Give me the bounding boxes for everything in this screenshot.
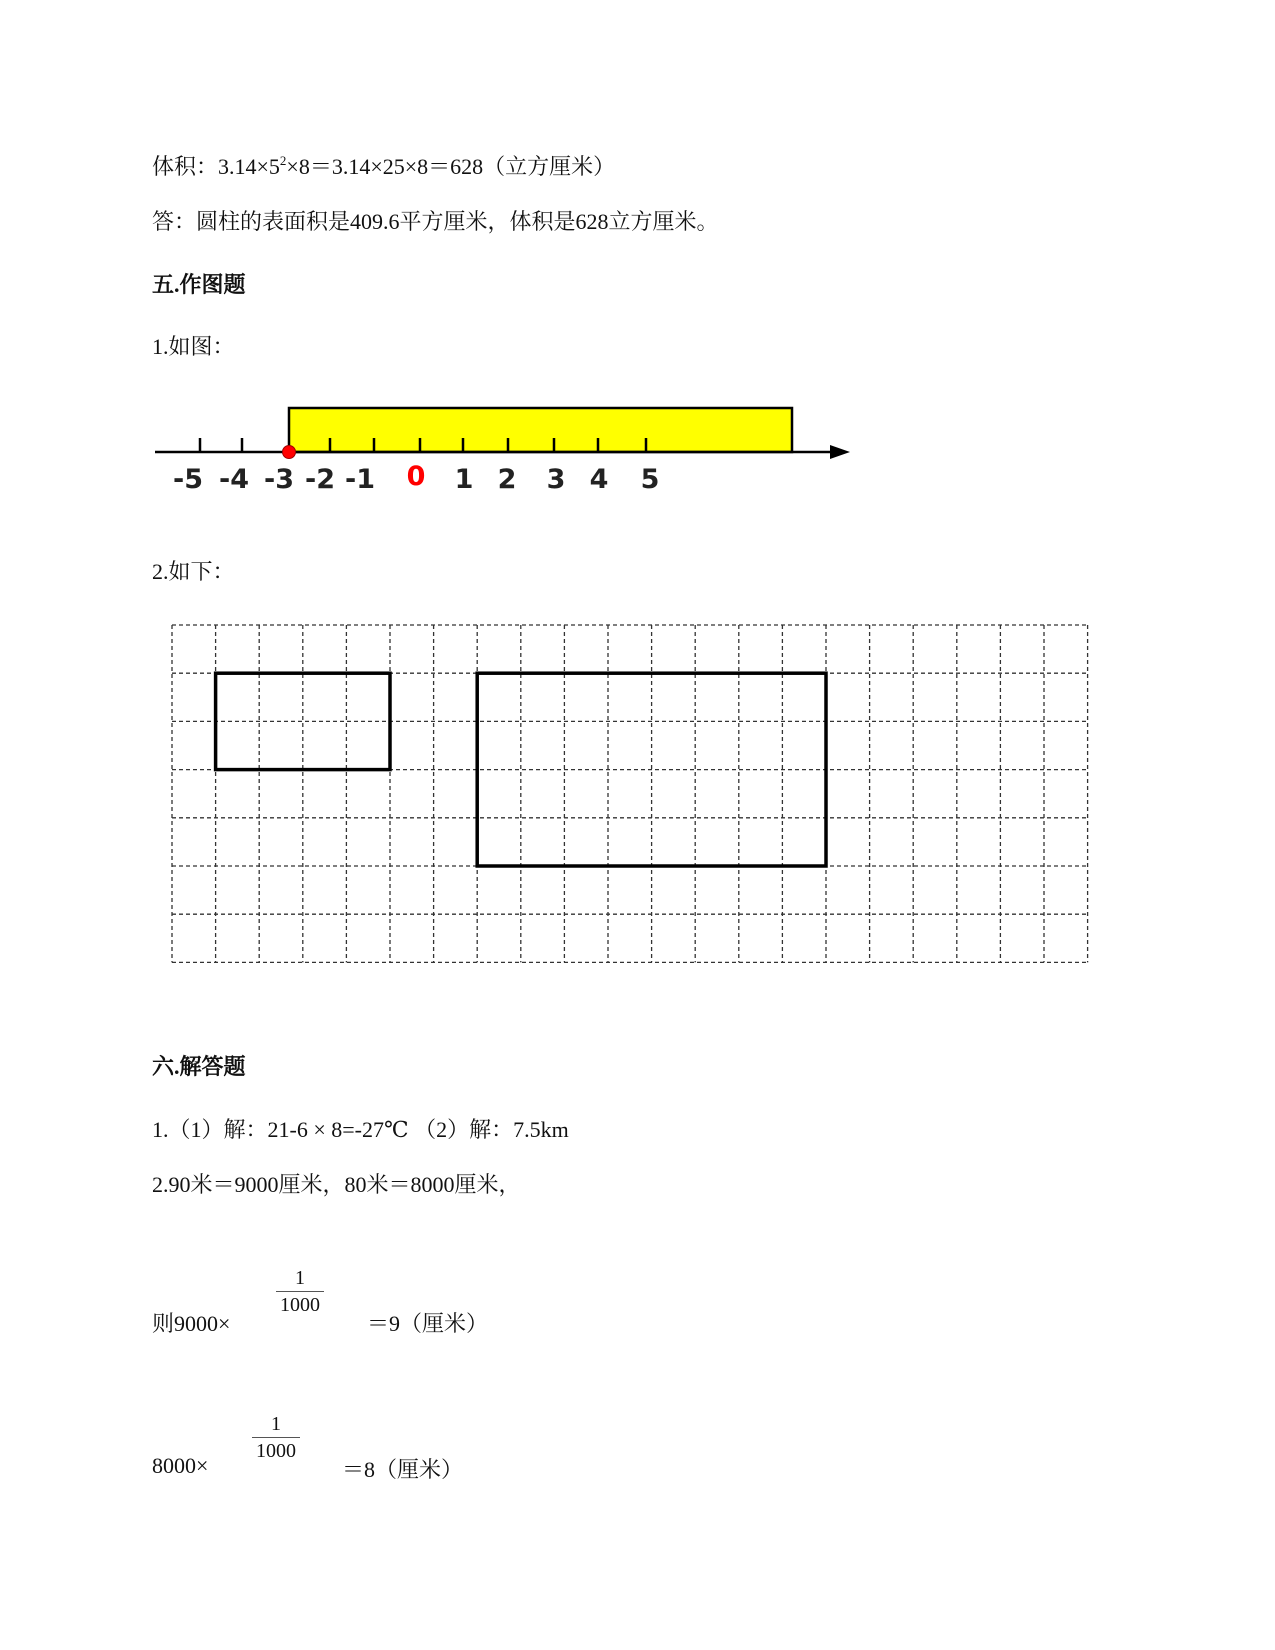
tick-label: -5	[173, 464, 203, 495]
number-line-figure	[0, 0, 1275, 520]
question-2-label: 2.如下：	[152, 559, 235, 584]
fraction-1-bar	[276, 1291, 324, 1292]
tick-label: -4	[219, 464, 249, 495]
fraction-1-denominator: 1000	[280, 1294, 320, 1316]
tick-label: 1	[454, 464, 474, 495]
dashed-grid	[172, 625, 1088, 962]
tick-label: -3	[264, 464, 294, 495]
tick-label: 2	[497, 464, 517, 495]
fraction-2	[248, 1412, 304, 1463]
fraction-2-bar	[252, 1437, 300, 1438]
marked-point	[283, 446, 296, 459]
fraction-2-denominator: 1000	[256, 1440, 296, 1462]
fraction-1	[272, 1266, 328, 1317]
answer-6-1: 1.（1）解：21-6 × 8=-27℃ （2）解：7.5km	[152, 1117, 569, 1142]
tick-labels	[173, 461, 659, 495]
volume-prefix: 体积：3.14×5	[152, 154, 280, 179]
answer-6-2: 2.90米＝9000厘米，80米＝8000厘米，	[152, 1172, 521, 1197]
small-rectangle	[216, 673, 390, 769]
tick-label: 5	[640, 464, 660, 495]
volume-exponent: 2	[279, 153, 287, 168]
tick-label: -2	[305, 464, 335, 495]
fraction-2-numerator: 1	[271, 1413, 281, 1435]
shaded-region	[289, 408, 792, 452]
equation-1-right: ＝9（厘米）	[367, 1311, 489, 1336]
equation-2-right: ＝8（厘米）	[342, 1457, 464, 1482]
section-6-title: 六.解答题	[152, 1054, 246, 1079]
question-1-label: 1.如图：	[152, 334, 235, 359]
volume-suffix: ×8＝3.14×25×8＝628（立方厘米）	[286, 154, 616, 179]
tick-label: 3	[546, 464, 566, 495]
equation-1-left: 则9000×	[152, 1311, 231, 1336]
section-5-title: 五.作图题	[152, 272, 246, 297]
fraction-1-numerator: 1	[295, 1267, 305, 1289]
answer-line: 答：圆柱的表面积是409.6平方厘米，体积是628立方厘米。	[152, 209, 719, 234]
large-rectangle	[477, 673, 826, 866]
equation-2-left: 8000×	[152, 1453, 209, 1478]
arrow-head-icon	[830, 445, 850, 459]
tick-label: 4	[589, 464, 609, 495]
tick-label: -1	[345, 464, 375, 495]
tick-label: 0	[406, 461, 426, 492]
